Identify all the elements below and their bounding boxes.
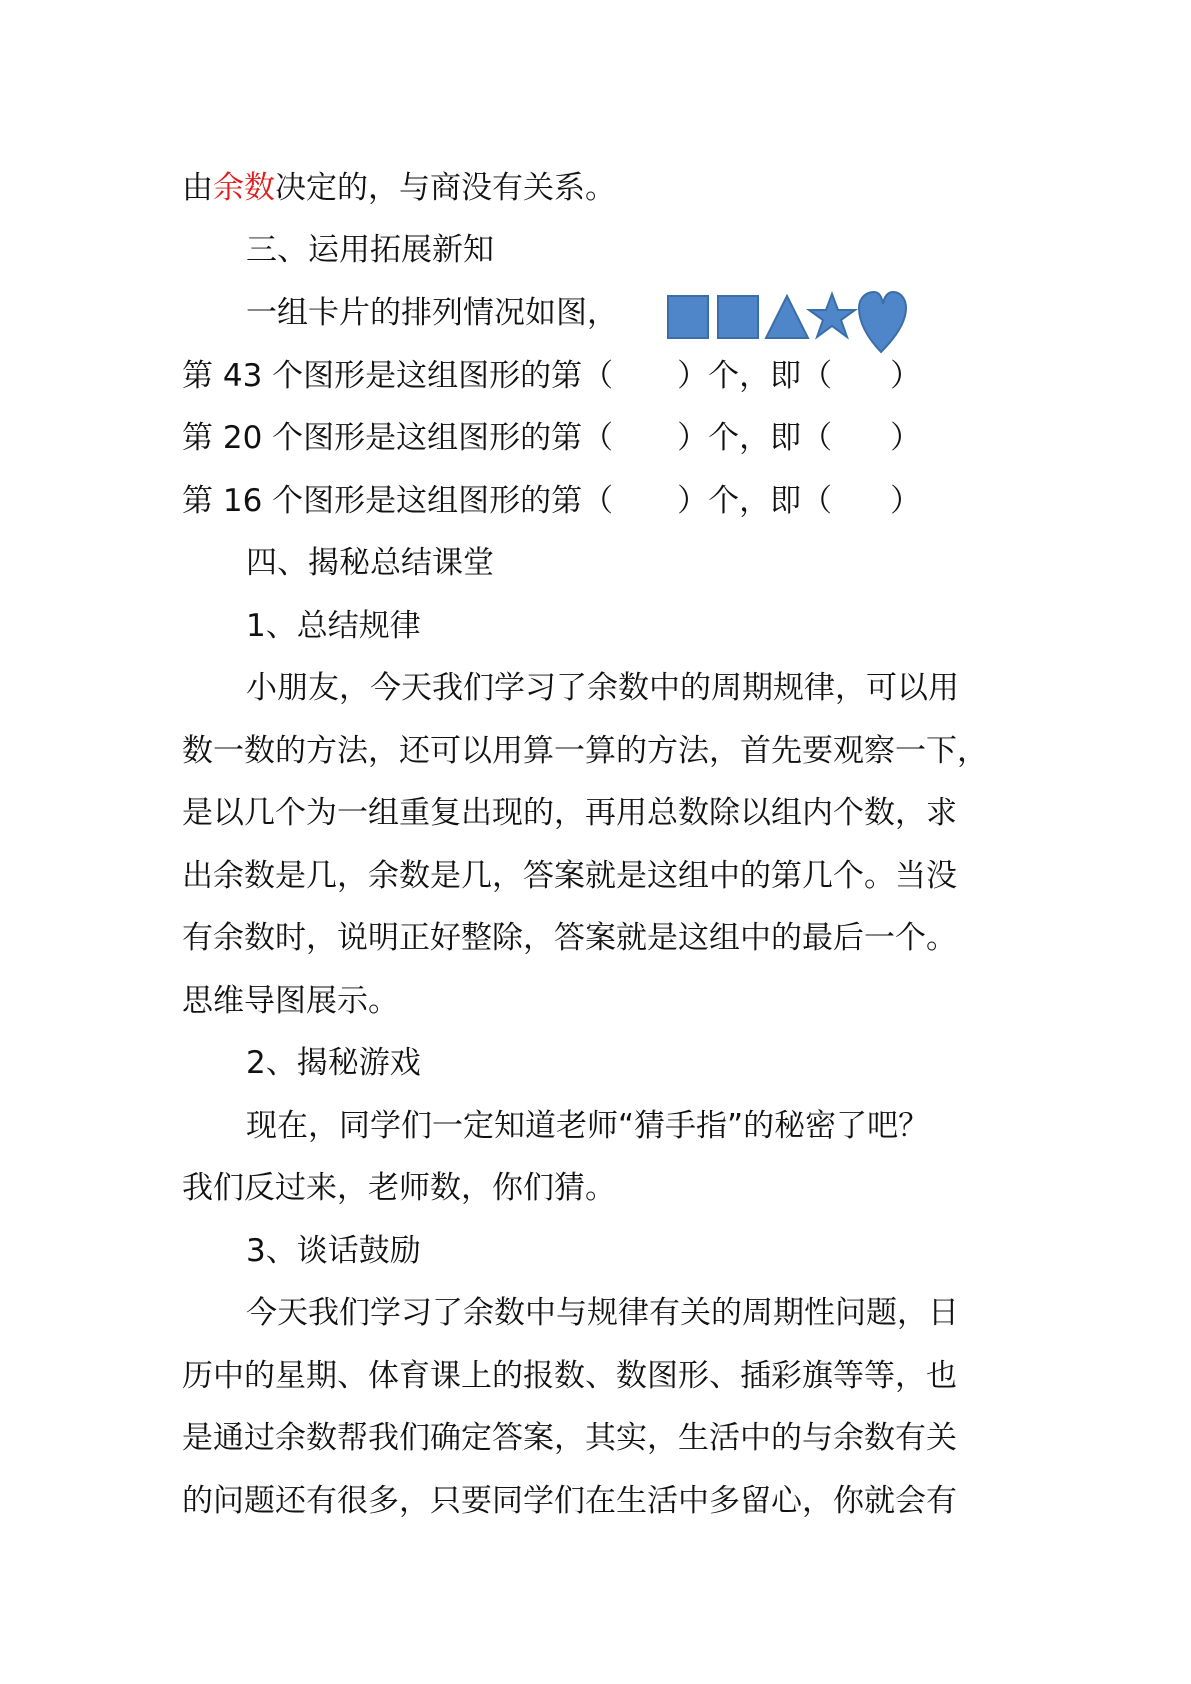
paragraph-line: 出余数是几，余数是几，答案就是这组中的第几个。当没	[182, 858, 957, 894]
question-20: 第 20 个图形是这组图形的第（ ）个，即（ ）	[182, 420, 922, 456]
section-heading-4: 四、揭秘总结课堂	[246, 545, 494, 581]
star-shape	[809, 294, 855, 337]
paragraph-line: 有余数时，说明正好整除，答案就是这组中的最后一个。	[182, 920, 957, 956]
square-shape	[668, 296, 708, 338]
paragraph-line: 小朋友，今天我们学习了余数中的周期规律，可以用	[246, 670, 959, 706]
paragraph-line: 今天我们学习了余数中与规律有关的周期性问题，日	[246, 1295, 959, 1331]
paragraph-line: 数一数的方法，还可以用算一算的方法，首先要观察一下，	[182, 733, 988, 769]
card-sequence-figure	[666, 290, 924, 356]
question-43: 第 43 个图形是这组图形的第（ ）个，即（ ）	[182, 358, 922, 394]
paragraph-line: 思维导图展示。	[182, 983, 399, 1019]
question-16: 第 16 个图形是这组图形的第（ ）个，即（ ）	[182, 483, 922, 519]
subheading-1: 1、总结规律	[246, 608, 421, 644]
triangle-shape	[766, 296, 808, 338]
paragraph-line: 历中的星期、体育课上的报数、数图形、插彩旗等等，也	[182, 1358, 957, 1394]
text-line: 由余数决定的，与商没有关系。	[182, 170, 616, 206]
section-heading-3: 三、运用拓展新知	[246, 232, 494, 268]
paragraph-line: 我们反过来，老师数，你们猜。	[182, 1170, 616, 1206]
cards-intro: 一组卡片的排列情况如图，	[246, 295, 618, 331]
paragraph-line: 的问题还有很多，只要同学们在生活中多留心，你就会有	[182, 1483, 957, 1519]
paragraph-line: 现在，同学们一定知道老师“猜手指”的秘密了吧？	[246, 1108, 930, 1144]
paragraph-line: 是以几个为一组重复出现的，再用总数除以组内个数，求	[182, 795, 957, 831]
paragraph-line: 是通过余数帮我们确定答案，其实，生活中的与余数有关	[182, 1420, 957, 1456]
highlight-remainder: 余数	[213, 170, 275, 206]
heart-shape	[859, 292, 906, 352]
square-shape	[718, 296, 758, 338]
subheading-2: 2、揭秘游戏	[246, 1045, 421, 1081]
subheading-3: 3、谈话鼓励	[246, 1233, 421, 1269]
